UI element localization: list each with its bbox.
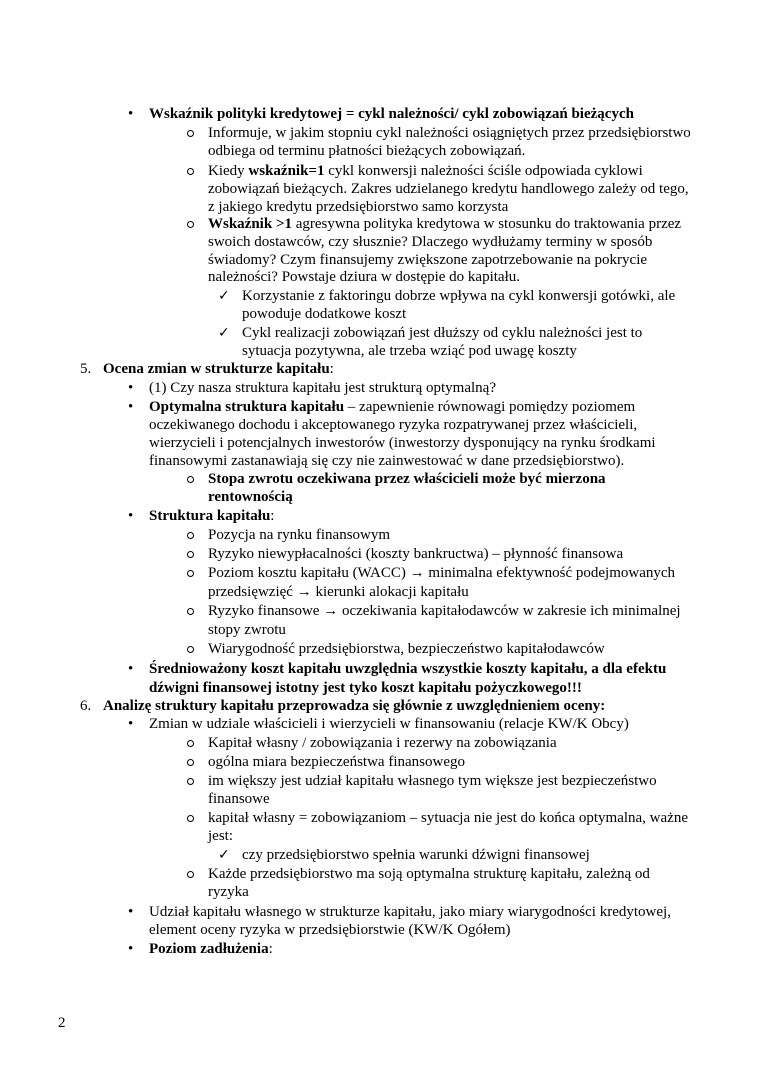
list-item: Stopa zwrotu oczekiwana przez właścicieli może być mierzona — [208, 471, 606, 487]
bullet-icon: • — [128, 508, 134, 524]
list-item: Każde przedsiębiorstwo ma soją optymalna strukturę kapitału, zależną od — [208, 866, 650, 882]
circle-bullet-icon — [187, 532, 194, 539]
list-item-continued: jest: — [208, 828, 233, 844]
list-item: Poziom zadłużenia: — [149, 941, 273, 957]
list-item: kapitał własny = zobowiązaniom – sytuacja nie jest do końca optymalna, ważne — [208, 810, 688, 826]
list-item: Struktura kapitału: — [149, 508, 275, 524]
circle-bullet-icon — [187, 221, 194, 228]
list-item: Udział kapitału własnego w strukturze kapitału, jako miary wiarygodności kredytowej, — [149, 904, 671, 920]
checkmark-icon: ✓ — [218, 847, 230, 863]
arrow-icon: → — [409, 565, 425, 581]
section-heading: Analizę struktury kapitału przeprowadza się głównie z uwzględnieniem oceny: — [103, 698, 606, 714]
list-item: Wskaźnik >1 agresywna polityka kredytowa w stosunku do traktowania przez — [208, 216, 682, 232]
list-item-continued: stopy zwrotu — [208, 622, 286, 638]
list-item-continued: dźwigni finansowej istotny jest tyko koszt kapitału pożyczkowego!!! — [149, 680, 582, 696]
circle-bullet-icon — [187, 168, 194, 175]
list-item: Optymalna struktura kapitału – zapewnienie równowagi pomiędzy poziomem — [149, 399, 636, 415]
circle-bullet-icon — [187, 570, 194, 577]
list-item-continued: zobowiązań bieżących. Zakres udzielanego kredytu handlowego zależy od tego, — [208, 181, 689, 197]
list-item: Informuje, w jakim stopniu cykl należności osiągniętych przez przedsiębiorstwo — [208, 125, 691, 141]
list-item-continued: finansowe — [208, 791, 270, 807]
section-heading: Ocena zmian w strukturze kapitału: — [103, 361, 334, 377]
circle-bullet-icon — [187, 551, 194, 558]
arrow-icon: → — [323, 603, 339, 619]
list-item: im większy jest udział kapitału własnego tym większe jest bezpieczeństwo — [208, 773, 657, 789]
section-number: 6. — [80, 698, 92, 714]
circle-bullet-icon — [187, 871, 194, 878]
list-item: (1) Czy nasza struktura kapitału jest strukturą optymalną? — [149, 380, 496, 396]
check-item: czy przedsiębiorstwo spełnia warunki dźwigni finansowej — [242, 847, 590, 863]
list-item-continued: wierzycieli i potencjalnych inwestorów (inwestorzy dysponujący na rynku środkami — [149, 435, 656, 451]
list-item-continued: element oceny ryzyka w przedsiębiorstwie (KW/K Ogółem) — [149, 922, 511, 938]
page-number: 2 — [58, 1015, 66, 1031]
list-item-continued: z jakiego kredytu przedsiębiorstwo samo korzysta — [208, 199, 509, 215]
check-item: Cykl realizacji zobowiązań jest dłuższy od cyklu należności jest to — [242, 325, 643, 341]
circle-bullet-icon — [187, 759, 194, 766]
section-number: 5. — [80, 361, 92, 377]
list-item-continued: odbiega od terminu płatności bieżących zobowiązań. — [208, 143, 526, 159]
circle-bullet-icon — [187, 608, 194, 615]
bullet-icon: • — [128, 380, 134, 396]
arrow-icon: → — [296, 584, 312, 600]
bullet-icon: • — [128, 904, 134, 920]
circle-bullet-icon — [187, 815, 194, 822]
checkmark-icon: ✓ — [218, 288, 230, 304]
list-item-continued: rentownością — [208, 489, 293, 505]
list-item: Ryzyko niewypłacalności (koszty bankructwa) – płynność finansowa — [208, 546, 624, 562]
circle-bullet-icon — [187, 778, 194, 785]
list-item-continued: należności? Powstaje dziura w dostępie do kapitału. — [208, 269, 520, 285]
list-item-continued: ryzyka — [208, 884, 249, 900]
list-item-continued: świadomy? Czym finansujemy zwiększone zapotrzebowanie na pokrycie — [208, 252, 648, 268]
list-item: Pozycja na rynku finansowym — [208, 527, 391, 543]
credit-policy-heading: Wskaźnik polityki kredytowej = cykl należności/ cykl zobowiązań bieżących — [149, 106, 634, 122]
checkmark-icon: ✓ — [218, 325, 230, 341]
list-item: Kapitał własny / zobowiązania i rezerwy na zobowiązania — [208, 735, 557, 751]
circle-bullet-icon — [187, 476, 194, 483]
list-item: Średnioważony koszt kapitału uwzględnia wszystkie koszty kapitału, a dla efektu — [149, 661, 667, 677]
circle-bullet-icon — [187, 740, 194, 747]
list-item: Wiarygodność przedsiębiorstwa, bezpieczeństwo kapitałodawców — [208, 641, 605, 657]
list-item: Kiedy wskaźnik=1 cykl konwersji należności ściśle odpowiada cyklowi — [208, 163, 643, 179]
list-item: Ryzyko finansowe → oczekiwania kapitałodawców w zakresie ich minimalnej — [208, 603, 681, 619]
bullet-icon: • — [128, 716, 134, 732]
list-item-continued: oczekiwanego dochodu i akceptowanego ryzyka rozpatrywanej przez właścicieli, — [149, 417, 638, 433]
bullet-icon: • — [128, 106, 134, 122]
circle-bullet-icon — [187, 130, 194, 137]
list-item: Zmian w udziale właścicieli i wierzycieli w finansowaniu (relacje KW/K Obcy) — [149, 716, 629, 732]
list-item-continued: swoich dostawców, czy słusznie? Dlaczego wydłużamy terminy w sposób — [208, 234, 653, 250]
check-item-continued: powoduje dodatkowe koszt — [242, 306, 407, 322]
list-item-continued: finansowymi zastanawiają się czy nie zainwestować w dane przedsiębiorstwo). — [149, 453, 625, 469]
bullet-icon: • — [128, 661, 134, 677]
list-item-continued: przedsięwzięć → kierunki alokacji kapitału — [208, 584, 469, 600]
list-item: Poziom kosztu kapitału (WACC) → minimalna efektywność podejmowanych — [208, 565, 676, 581]
circle-bullet-icon — [187, 646, 194, 653]
bullet-icon: • — [128, 399, 134, 415]
check-item: Korzystanie z faktoringu dobrze wpływa na cykl konwersji gotówki, ale — [242, 288, 676, 304]
bullet-icon: • — [128, 941, 134, 957]
list-item: ogólna miara bezpieczeństwa finansowego — [208, 754, 465, 770]
check-item-continued: sytuacja pozytywna, ale trzeba wziąć pod uwagę koszty — [242, 343, 577, 359]
